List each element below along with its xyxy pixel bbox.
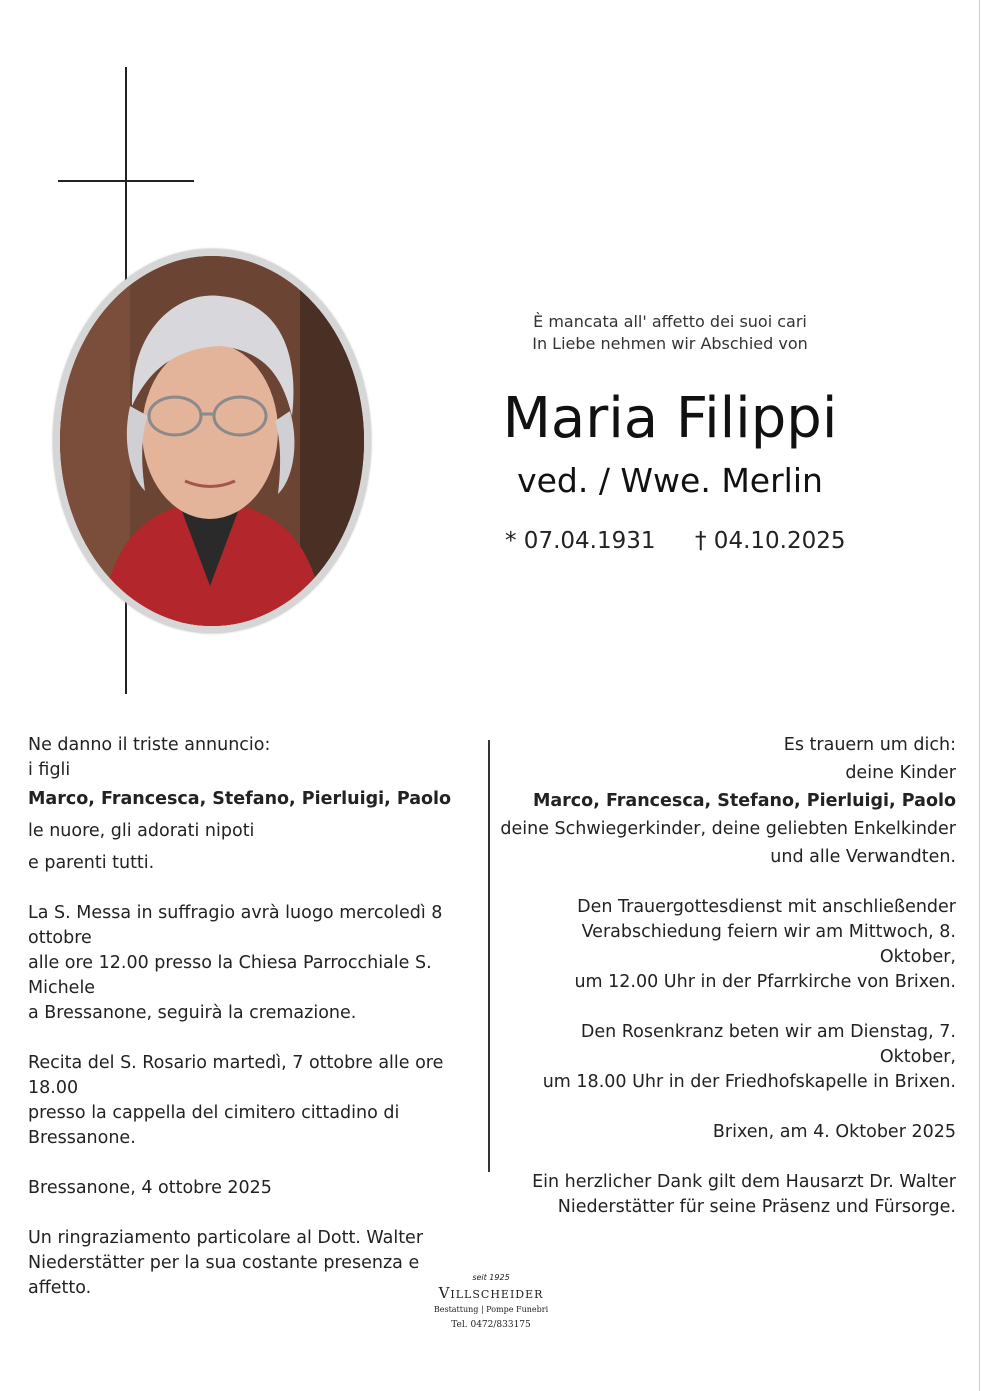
- intro-italian: È mancata all' affetto dei suoi cari: [533, 312, 807, 331]
- column-divider: [488, 740, 490, 1172]
- relatives-line-2: e parenti tutti.: [28, 853, 155, 873]
- relatives-line: le nuore, gli adorati nipoti: [28, 821, 255, 841]
- german-column: [500, 733, 956, 1220]
- children-label: i figli: [28, 760, 71, 780]
- mass-line-3: um 12.00 Uhr in der Pfarrkirche von Brixen.: [574, 972, 956, 992]
- children-names: Marco, Francesca, Stefano, Pierluigi, Paolo: [28, 789, 452, 809]
- logo-since: seit 1925: [472, 1273, 510, 1282]
- mass-line-1: Den Trauergottesdienst mit anschließender: [577, 897, 956, 917]
- children-label: deine Kinder: [845, 763, 956, 783]
- thanks-line-2: Niederstätter für seine Präsenz und Fürsorge.: [557, 1197, 956, 1217]
- rosary-line-1: Recita del S. Rosario martedì, 7 ottobre alle ore 18.00: [28, 1053, 444, 1098]
- cross-horizontal-bar: [58, 180, 194, 182]
- portrait-photo: [60, 256, 364, 626]
- intro-german: In Liebe nehmen wir Abschied von: [532, 334, 808, 353]
- deceased-name: Maria Filippi: [502, 386, 838, 451]
- funeral-home-logo: [391, 1273, 591, 1333]
- mass-line-2: alle ore 12.00 presso la Chiesa Parrocchiale S. Michele: [28, 953, 432, 998]
- italian-column: [28, 733, 483, 1301]
- mass-line-2: Verabschiedung feiern wir am Mittwoch, 8. Oktober,: [581, 922, 956, 967]
- logo-brand: Villscheider: [438, 1284, 544, 1302]
- mass-line-1: La S. Messa in suffragio avrà luogo mercoledì 8 ottobre: [28, 903, 443, 948]
- rosary-line-1: Den Rosenkranz beten wir am Dienstag, 7. Oktober,: [580, 1022, 956, 1067]
- place-date: Bressanone, 4 ottobre 2025: [28, 1178, 272, 1198]
- portrait-illustration: [60, 256, 364, 626]
- thanks-line-2: Niederstätter per la sua costante presenza e affetto.: [28, 1253, 420, 1298]
- logo-telephone: Tel. 0472/833175: [451, 1320, 531, 1330]
- thanks-line-1: Ein herzlicher Dank gilt dem Hausarzt Dr. Walter: [532, 1172, 956, 1192]
- birth-date: * 07.04.1931: [505, 528, 656, 554]
- thanks-line-1: Un ringraziamento particolare al Dott. Walter: [28, 1228, 424, 1248]
- announce-line: Es trauern um dich:: [783, 735, 956, 755]
- logo-subtitle: Bestattung | Pompe Funebri: [433, 1305, 549, 1314]
- rosary-line-2: um 18.00 Uhr in der Friedhofskapelle in Brixen.: [542, 1072, 956, 1092]
- widow-of: ved. / Wwe. Merlin: [517, 461, 823, 500]
- children-names: Marco, Francesca, Stefano, Pierluigi, Paolo: [532, 791, 956, 811]
- announce-line: Ne danno il triste annuncio:: [28, 735, 271, 755]
- relatives-line-2: und alle Verwandten.: [770, 847, 956, 867]
- page-edge: [979, 0, 980, 1391]
- rosary-line-2: presso la cappella del cimitero cittadino di Bressanone.: [28, 1103, 400, 1148]
- mass-line-3: a Bressanone, seguirà la cremazione.: [28, 1003, 357, 1023]
- relatives-line: deine Schwiegerkinder, deine geliebten Enkelkinder: [500, 819, 956, 839]
- death-date: † 04.10.2025: [695, 528, 846, 554]
- place-date: Brixen, am 4. Oktober 2025: [712, 1122, 956, 1142]
